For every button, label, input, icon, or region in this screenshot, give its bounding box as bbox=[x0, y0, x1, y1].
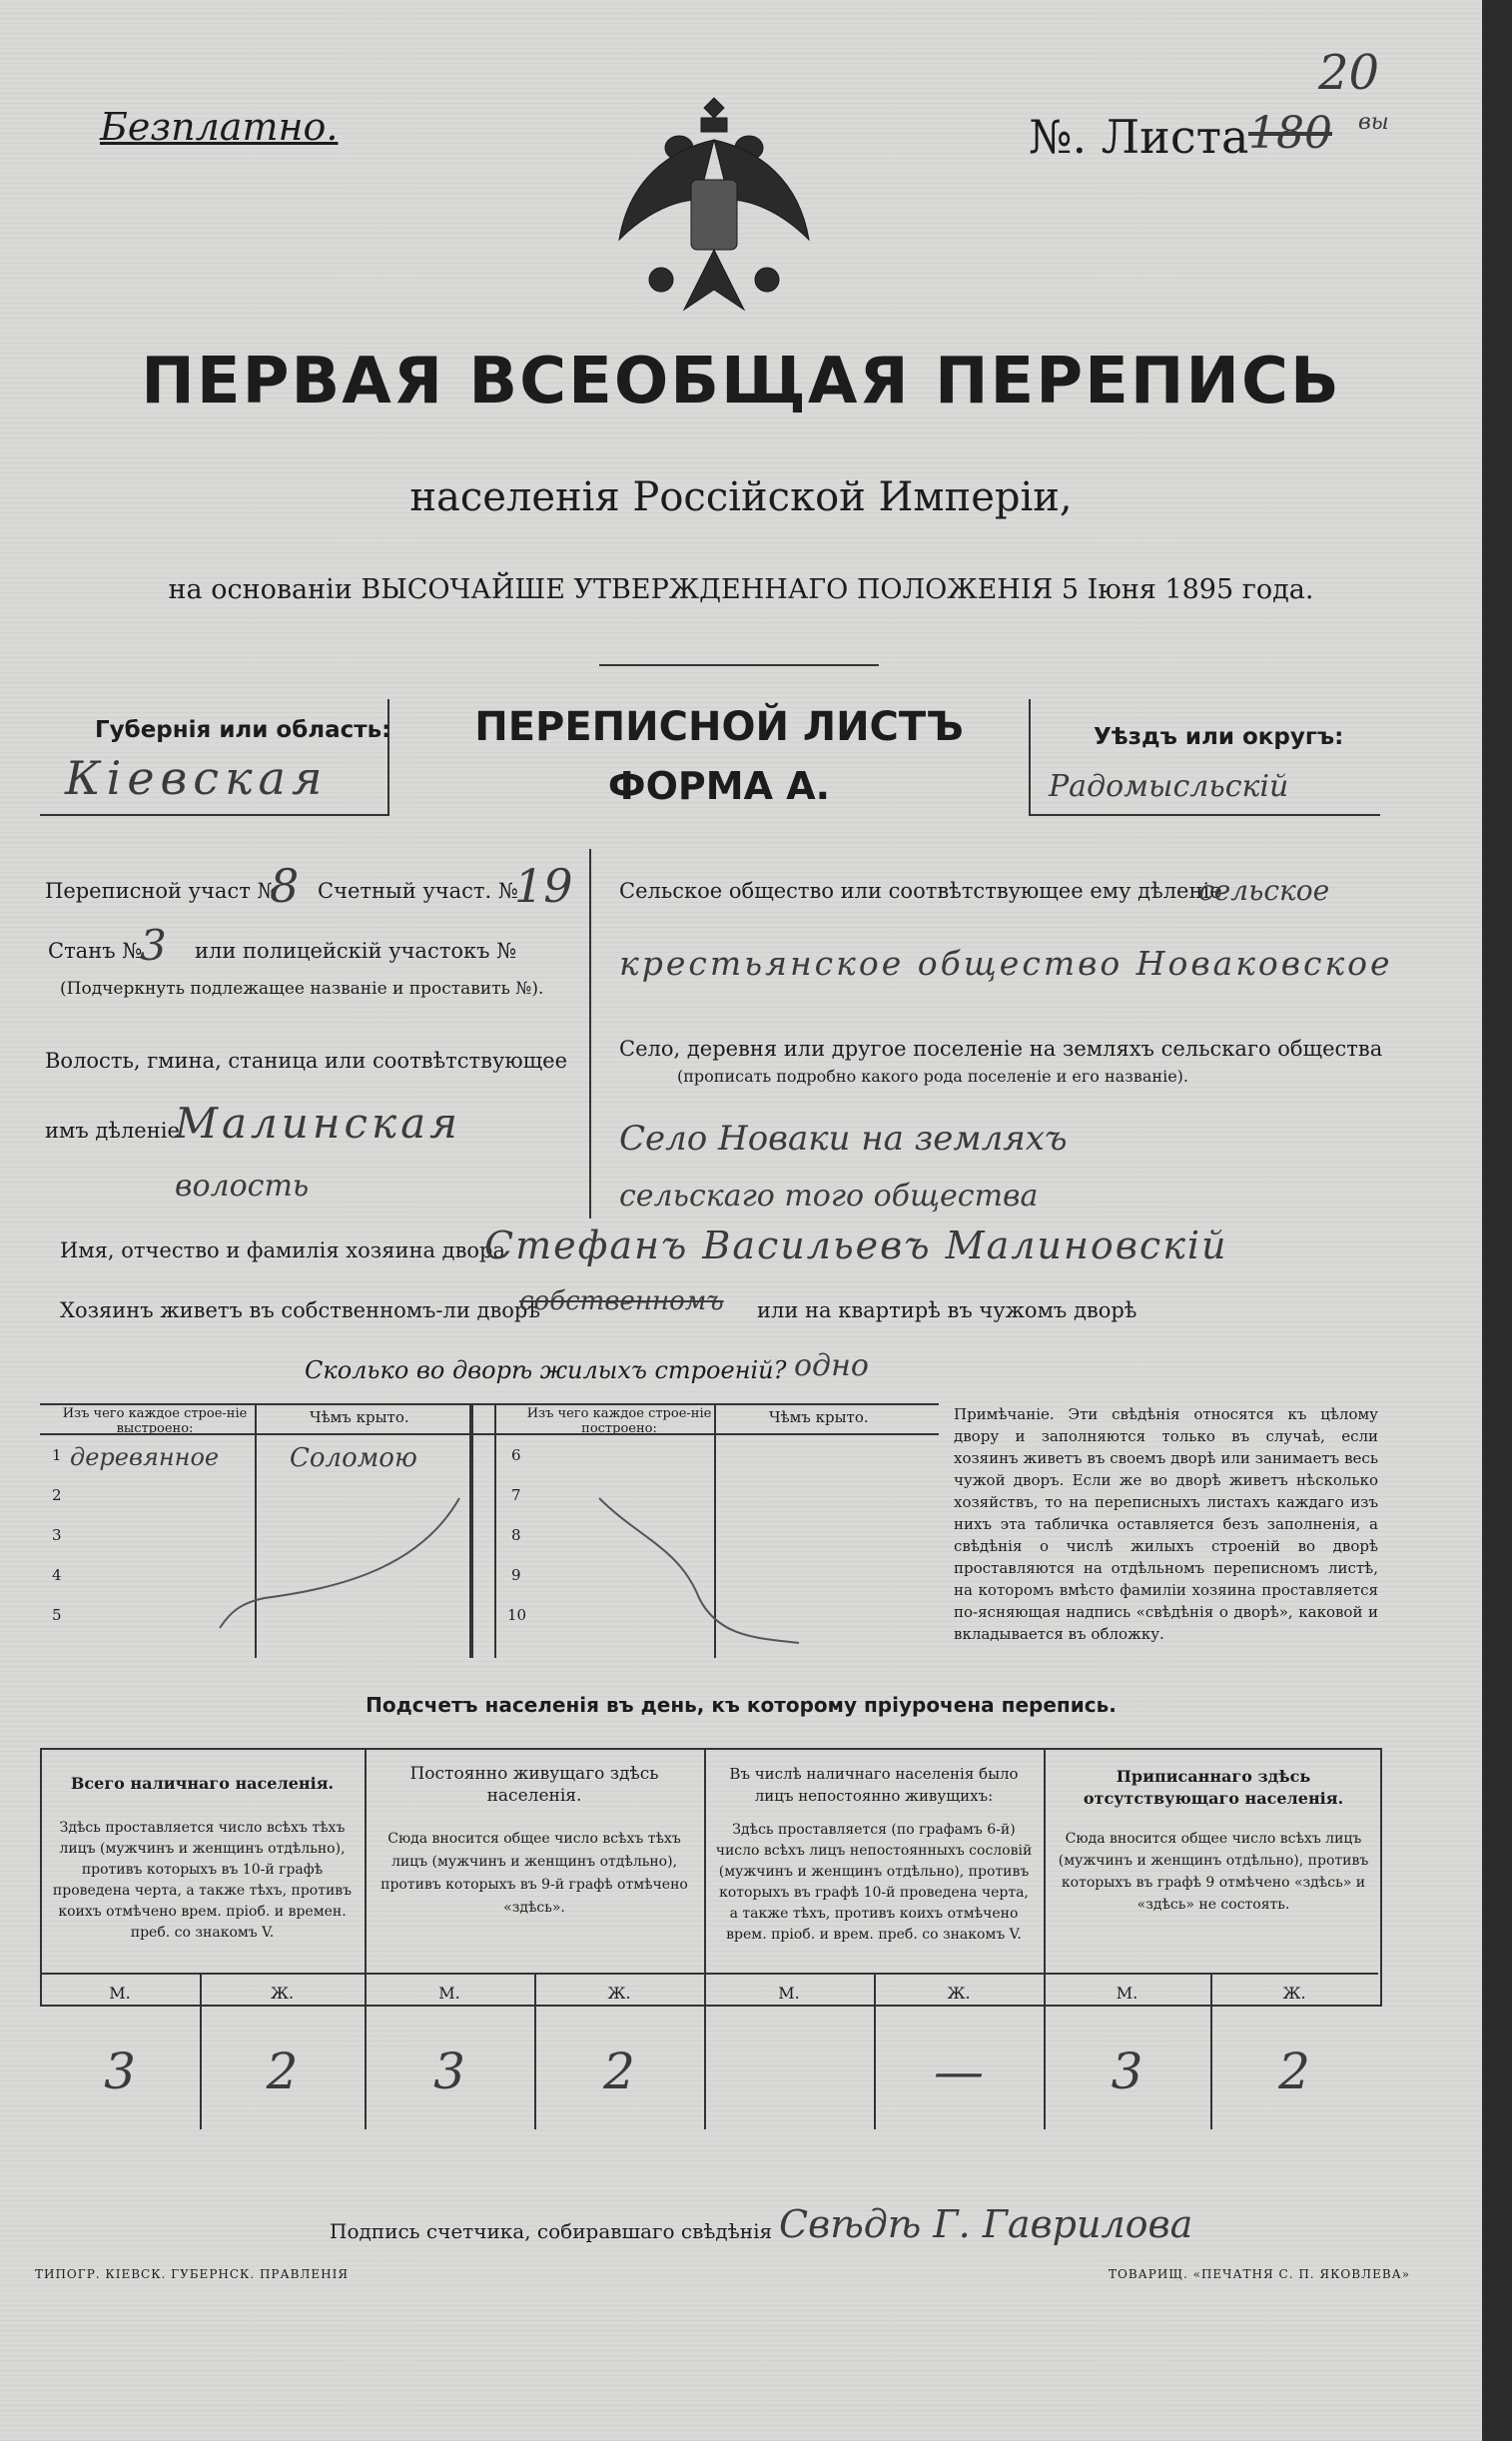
volost-label-1: Волость, гмина, станица или соотвѣтствующее bbox=[45, 1049, 568, 1073]
pop-male-label: М. bbox=[438, 1984, 460, 2003]
building-row-num: 6 bbox=[511, 1446, 521, 1464]
pop-female-label: Ж. bbox=[270, 1984, 295, 2003]
pop-group-title: Въ числѣ наличнаго населенія было лицъ непостоянно живущихъ: bbox=[729, 1765, 1019, 1805]
pop-group-desc: Здѣсь проставляется число всѣхъ тѣхъ лицъ (мужчинъ и женщинъ отдѣльно), противъ которыхъ въ 10-й графѣ проведена черта, а также тѣхъ, противъ коихъ отмѣчено врем. пріоб. и времен. преб. со знакомъ V. bbox=[52, 1820, 353, 1941]
form-title: ПЕРЕПИСНОЙ ЛИСТЪ bbox=[474, 704, 964, 750]
buildings-col-roof-1: Чѣмъ крыто. bbox=[310, 1408, 409, 1426]
pop-male-value: 3 bbox=[433, 2042, 465, 2100]
pop-divider-2 bbox=[704, 1748, 706, 2129]
buildings-col-material-2: Изъ чего каждое строе-ніе построено: bbox=[526, 1406, 712, 1436]
lives-value: собственномъ bbox=[519, 1286, 724, 1316]
pop-group-desc: Сюда вносится общее число всѣхъ тѣхъ лицъ (мужчинъ и женщинъ отдѣльно), противъ которыхъ въ 9-й графѣ отмѣчено «здѣсь». bbox=[380, 1831, 688, 1916]
lives-or-label: или на квартирѣ въ чужомъ дворѣ bbox=[757, 1298, 1137, 1322]
pop-female-label: Ж. bbox=[607, 1984, 631, 2003]
count-unit-label: Счетный участ. № bbox=[318, 879, 518, 903]
owner-label: Имя, отчество и фамилія хозяина двора bbox=[60, 1238, 506, 1262]
pop-female-value: — bbox=[934, 2042, 984, 2100]
buildings-col-material-1: Изъ чего каждое строе-ніе выстроено: bbox=[62, 1406, 248, 1436]
province-value: Кіевская bbox=[65, 751, 329, 805]
sheet-number-value: 180 bbox=[1248, 108, 1332, 159]
pop-male-label: М. bbox=[778, 1984, 800, 2003]
census-unit-label: Переписной участ № bbox=[45, 879, 278, 903]
double-headed-eagle-icon bbox=[609, 90, 819, 330]
sheet-number-suffix: вы bbox=[1358, 110, 1389, 135]
page-edge bbox=[1482, 0, 1512, 2441]
form-subtitle: ФОРМА А. bbox=[607, 764, 831, 808]
police-label: или полицейскій участокъ № bbox=[195, 939, 517, 963]
building-row-num: 5 bbox=[52, 1606, 62, 1624]
footer-printer-left: ТИПОГР. КІЕВСК. ГУБЕРНСК. ПРАВЛЕНІЯ bbox=[35, 2267, 350, 2281]
district-value: Радомысльскій bbox=[1049, 769, 1289, 804]
pop-group-title: Всего наличнаго населенія. bbox=[70, 1774, 335, 1793]
building-row-num: 9 bbox=[511, 1566, 521, 1584]
pop-group-title: Постоянно живущаго здѣсь населенія. bbox=[409, 1764, 659, 1806]
pop-male-value: 3 bbox=[1111, 2042, 1143, 2100]
buildings-col-roof-2: Чѣмъ крыто. bbox=[769, 1408, 869, 1426]
page-title: ПЕРВАЯ ВСЕОБЩАЯ ПЕРЕПИСЬ bbox=[141, 345, 1341, 418]
ornament-divider bbox=[599, 664, 879, 666]
free-label: Безплатно. bbox=[100, 105, 339, 149]
signature-label: Подпись счетчика, собиравшаго свѣдѣнія bbox=[330, 2219, 773, 2243]
signature-value: Свѣдѣ Г. Гаврилова bbox=[779, 2202, 1193, 2246]
pop-male-label: М. bbox=[109, 1984, 131, 2003]
field-note: (Подчеркнуть подлежащее названіе и проставить №). bbox=[60, 979, 544, 999]
census-unit-value: 8 bbox=[270, 859, 300, 913]
society-value-1: сельское bbox=[1198, 874, 1330, 907]
buildings-header-rule bbox=[40, 1433, 939, 1435]
buildings-label: Сколько во дворѣ жилыхъ строеній? bbox=[305, 1356, 787, 1384]
stan-value: 3 bbox=[140, 921, 167, 970]
footer-printer-right: ТОВАРИЩ. «ПЕЧАТНЯ С. П. ЯКОВЛЕВА» bbox=[1109, 2267, 1411, 2281]
building-row-num: 10 bbox=[507, 1606, 527, 1624]
buildings-value: одно bbox=[794, 1348, 869, 1383]
page-subtitle: населенія Россійской Имперіи, bbox=[409, 474, 1073, 520]
village-label: Село, деревня или другое поселеніе на земляхъ сельскаго общества bbox=[619, 1037, 1383, 1061]
count-unit-value: 19 bbox=[514, 859, 573, 913]
pop-male-label: М. bbox=[1116, 1984, 1138, 2003]
volost-label-2: имъ дѣленіе bbox=[45, 1119, 180, 1143]
village-value-1: Село Новаки на земляхъ bbox=[619, 1119, 1068, 1159]
building-row-num: 2 bbox=[52, 1486, 62, 1504]
sheet-number-label: №. Листа bbox=[1029, 110, 1249, 164]
building-row-num: 1 bbox=[52, 1446, 62, 1464]
pop-female-value: 2 bbox=[603, 2042, 635, 2100]
building-row-num: 4 bbox=[52, 1566, 62, 1584]
volost-value-2: волость bbox=[175, 1169, 310, 1204]
pop-mf-rule bbox=[40, 1973, 1378, 1975]
field-divider bbox=[589, 849, 591, 1219]
pop-female-value: 2 bbox=[266, 2042, 299, 2100]
remark-text: Примѣчаніе. Эти свѣдѣнія относятся къ цѣлому двору и заполняются только въ случаѣ, если хозяинъ живетъ въ своемъ дворѣ или занимаетъ весь чужой дворъ. Если же во дворѣ живетъ нѣсколько хозяйствъ, то на переписныхъ листахъ каждаго изъ нихъ эта табличка оставляется безъ заполненія, а свѣдѣнія о числѣ жилыхъ строеній во дворѣ проставляются на отдѣльномъ переписномъ листѣ, на которомъ вмѣсто фамиліи хозяина проставляется по-ясняющая надпись «свѣдѣнія о дворѣ», каковой и вкладывается въ обложку. bbox=[954, 1405, 1378, 1643]
owner-value: Стефанъ Васильевъ Малиновскій bbox=[484, 1223, 1228, 1267]
population-title: Подсчетъ населенія въ день, къ которому пріурочена перепись. bbox=[366, 1693, 1117, 1717]
building-row-num: 8 bbox=[511, 1526, 521, 1544]
society-label: Сельское общество или соотвѣтствующее ему дѣленіе bbox=[619, 879, 1222, 903]
pop-group-title: Приписаннаго здѣсь отсутствующаго населенія. bbox=[1083, 1767, 1344, 1808]
pop-female-label: Ж. bbox=[947, 1984, 971, 2003]
stan-label: Станъ № bbox=[48, 939, 143, 963]
cross-out-marks bbox=[40, 1438, 939, 1658]
corner-number: 20 bbox=[1318, 45, 1380, 101]
volost-value-1: Малинская bbox=[175, 1099, 461, 1148]
district-label: Уѣздъ или округъ: bbox=[1094, 724, 1344, 750]
pop-female-label: Ж. bbox=[1282, 1984, 1306, 2003]
province-label: Губернія или область: bbox=[95, 717, 391, 743]
pop-group-desc: Сюда вносится общее число всѣхъ лицъ (мужчинъ и женщинъ отдѣльно), противъ которыхъ въ графѣ 9 отмѣчено «здѣсь» и «здѣсь» не состоять. bbox=[1058, 1831, 1369, 1913]
building-row-num: 7 bbox=[511, 1486, 521, 1504]
pop-female-value: 2 bbox=[1278, 2042, 1310, 2100]
society-value-2: крестьянское общество Новаковское bbox=[619, 944, 1393, 983]
building-1-material: деревянное bbox=[70, 1443, 220, 1471]
lives-label: Хозяинъ живетъ въ собственномъ-ли дворѣ bbox=[60, 1298, 541, 1322]
village-value-2: сельскаго того общества bbox=[619, 1179, 1039, 1214]
pop-group-desc: Здѣсь проставляется (по графамъ 6-й) число всѣхъ лицъ непостоянныхъ сословій (мужчинъ и женщинъ отдѣльно), противъ которыхъ въ графѣ 10-й проведена черта, а также тѣхъ, противъ коихъ отмѣчено врем. пріоб. и врем. преб. со знакомъ V. bbox=[715, 1822, 1033, 1943]
building-row-num: 3 bbox=[52, 1526, 62, 1544]
village-note: (прописать подробно какого рода поселеніе и его названіе). bbox=[677, 1067, 1188, 1086]
pop-male-value: 3 bbox=[104, 2042, 136, 2100]
building-1-roof: Соломою bbox=[290, 1443, 417, 1473]
basis-text: на основаніи ВЫСОЧАЙШЕ УТВЕРЖДЕННАГО ПОЛОЖЕНІЯ 5 Іюня 1895 года. bbox=[168, 574, 1314, 605]
